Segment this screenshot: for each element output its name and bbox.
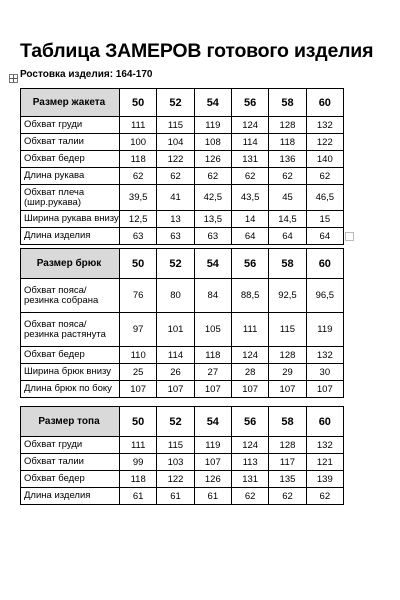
cell-value: 140 [306,151,343,168]
cell-value: 46,5 [306,185,343,211]
cell-value: 124 [231,437,268,454]
table-row [21,364,344,381]
cell-value: 128 [269,437,306,454]
size-header: 54 [194,407,231,437]
row-label: Обхват пояса/резинка растянута [21,313,120,347]
size-header: 58 [269,249,306,279]
table-end-marker-icon [345,232,354,241]
size-header: 50 [120,249,157,279]
size-header: 54 [194,89,231,117]
table-row [21,151,344,168]
cell-value: 111 [231,313,268,347]
table-header-label: Размер топа [21,407,120,437]
cell-value: 99 [120,454,157,471]
cell-value: 62 [269,488,306,505]
row-label: Ширина рукава внизу [21,211,120,228]
cell-value: 41 [157,185,194,211]
cell-value: 80 [157,279,194,313]
table-row [21,168,344,185]
cell-value: 118 [194,347,231,364]
cell-value: 122 [157,151,194,168]
cell-value: 135 [269,471,306,488]
row-label: Длина брюк по боку [21,381,120,398]
cell-value: 12,5 [120,211,157,228]
cell-value: 118 [269,134,306,151]
cell-value: 13 [157,211,194,228]
cell-value: 96,5 [306,279,343,313]
table-row [21,347,344,364]
cell-value: 111 [120,117,157,134]
cell-value: 111 [120,437,157,454]
cell-value: 63 [194,228,231,245]
cell-value: 84 [194,279,231,313]
row-label: Обхват талии [21,134,120,151]
cell-value: 107 [306,381,343,398]
cell-value: 13,5 [194,211,231,228]
cell-value: 122 [157,471,194,488]
size-header: 52 [157,249,194,279]
table-row [21,471,344,488]
cell-value: 26 [157,364,194,381]
row-label: Длина изделия [21,488,120,505]
cell-value: 107 [231,381,268,398]
row-label: Длина изделия [21,228,120,245]
cell-value: 15 [306,211,343,228]
trousers-size-table [20,248,344,398]
table-row [21,134,344,151]
size-header: 50 [120,407,157,437]
cell-value: 126 [194,471,231,488]
cell-value: 128 [269,117,306,134]
page-title: Таблица ЗАМЕРОВ готового изделия [20,40,374,62]
size-header: 60 [306,407,343,437]
row-label: Обхват бедер [21,347,120,364]
row-label: Обхват груди [21,437,120,454]
cell-value: 30 [306,364,343,381]
table-header-row [21,89,344,117]
row-label: Длина рукава [21,168,120,185]
size-header: 52 [157,89,194,117]
cell-value: 118 [120,151,157,168]
cell-value: 132 [306,117,343,134]
cell-value: 118 [120,471,157,488]
row-label: Обхват талии [21,454,120,471]
cell-value: 62 [306,168,343,185]
cell-value: 114 [157,347,194,364]
cell-value: 119 [194,437,231,454]
cell-value: 107 [194,454,231,471]
table-row [21,437,344,454]
cell-value: 43,5 [231,185,268,211]
cell-value: 14,5 [269,211,306,228]
cell-value: 25 [120,364,157,381]
table-row [21,381,344,398]
cell-value: 62 [157,168,194,185]
cell-value: 105 [194,313,231,347]
cell-value: 62 [194,168,231,185]
cell-value: 107 [194,381,231,398]
cell-value: 104 [157,134,194,151]
cell-value: 45 [269,185,306,211]
cell-value: 27 [194,364,231,381]
row-label: Обхват пояса/резинка собрана [21,279,120,313]
cell-value: 119 [194,117,231,134]
table-row [21,117,344,134]
cell-value: 121 [306,454,343,471]
cell-value: 107 [269,381,306,398]
cell-value: 101 [157,313,194,347]
cell-value: 107 [157,381,194,398]
cell-value: 115 [157,117,194,134]
cell-value: 61 [120,488,157,505]
cell-value: 39,5 [120,185,157,211]
cell-value: 28 [231,364,268,381]
cell-value: 119 [306,313,343,347]
cell-value: 64 [269,228,306,245]
cell-value: 64 [306,228,343,245]
cell-value: 63 [120,228,157,245]
cell-value: 64 [231,228,268,245]
cell-value: 139 [306,471,343,488]
cell-value: 62 [269,168,306,185]
row-label: Обхват бедер [21,471,120,488]
table-header-label: Размер брюк [21,249,120,279]
cell-value: 63 [157,228,194,245]
jacket-size-table [20,88,344,245]
cell-value: 61 [194,488,231,505]
cell-value: 132 [306,347,343,364]
cell-value: 62 [120,168,157,185]
cell-value: 14 [231,211,268,228]
cell-value: 136 [269,151,306,168]
cell-value: 42,5 [194,185,231,211]
row-label: Обхват бедер [21,151,120,168]
size-range-subtitle: Ростовка изделия: 164-170 [20,69,153,80]
cell-value: 122 [306,134,343,151]
cell-value: 113 [231,454,268,471]
size-header: 58 [269,407,306,437]
cell-value: 131 [231,471,268,488]
table-row [21,313,344,347]
table-row [21,454,344,471]
cell-value: 107 [120,381,157,398]
size-header: 52 [157,407,194,437]
table-header-label: Размер жакета [21,89,120,117]
cell-value: 92,5 [269,279,306,313]
row-label: Ширина брюк внизу [21,364,120,381]
cell-value: 132 [306,437,343,454]
cell-value: 115 [269,313,306,347]
size-header: 56 [231,249,268,279]
cell-value: 114 [231,134,268,151]
table-row [21,228,344,245]
row-label: Обхват плеча (шир.рукава) [21,185,120,211]
cell-value: 124 [231,347,268,364]
cell-value: 131 [231,151,268,168]
cell-value: 100 [120,134,157,151]
cell-value: 115 [157,437,194,454]
cell-value: 76 [120,279,157,313]
table-row [21,185,344,211]
cell-value: 110 [120,347,157,364]
size-header: 58 [269,89,306,117]
cell-value: 62 [231,488,268,505]
cell-value: 126 [194,151,231,168]
cell-value: 29 [269,364,306,381]
table-row [21,488,344,505]
cell-value: 61 [157,488,194,505]
size-header: 60 [306,249,343,279]
row-label: Обхват груди [21,117,120,134]
table-header-row [21,249,344,279]
cell-value: 108 [194,134,231,151]
table-row [21,279,344,313]
cell-value: 62 [306,488,343,505]
top-size-table [20,406,344,505]
cell-value: 117 [269,454,306,471]
table-header-row [21,407,344,437]
table-row [21,211,344,228]
cell-value: 97 [120,313,157,347]
size-header: 54 [194,249,231,279]
cell-value: 124 [231,117,268,134]
size-header: 56 [231,407,268,437]
size-header: 50 [120,89,157,117]
cell-value: 128 [269,347,306,364]
size-header: 56 [231,89,268,117]
table-move-handle-icon[interactable] [9,74,18,83]
cell-value: 103 [157,454,194,471]
cell-value: 62 [231,168,268,185]
cell-value: 88,5 [231,279,268,313]
size-header: 60 [306,89,343,117]
